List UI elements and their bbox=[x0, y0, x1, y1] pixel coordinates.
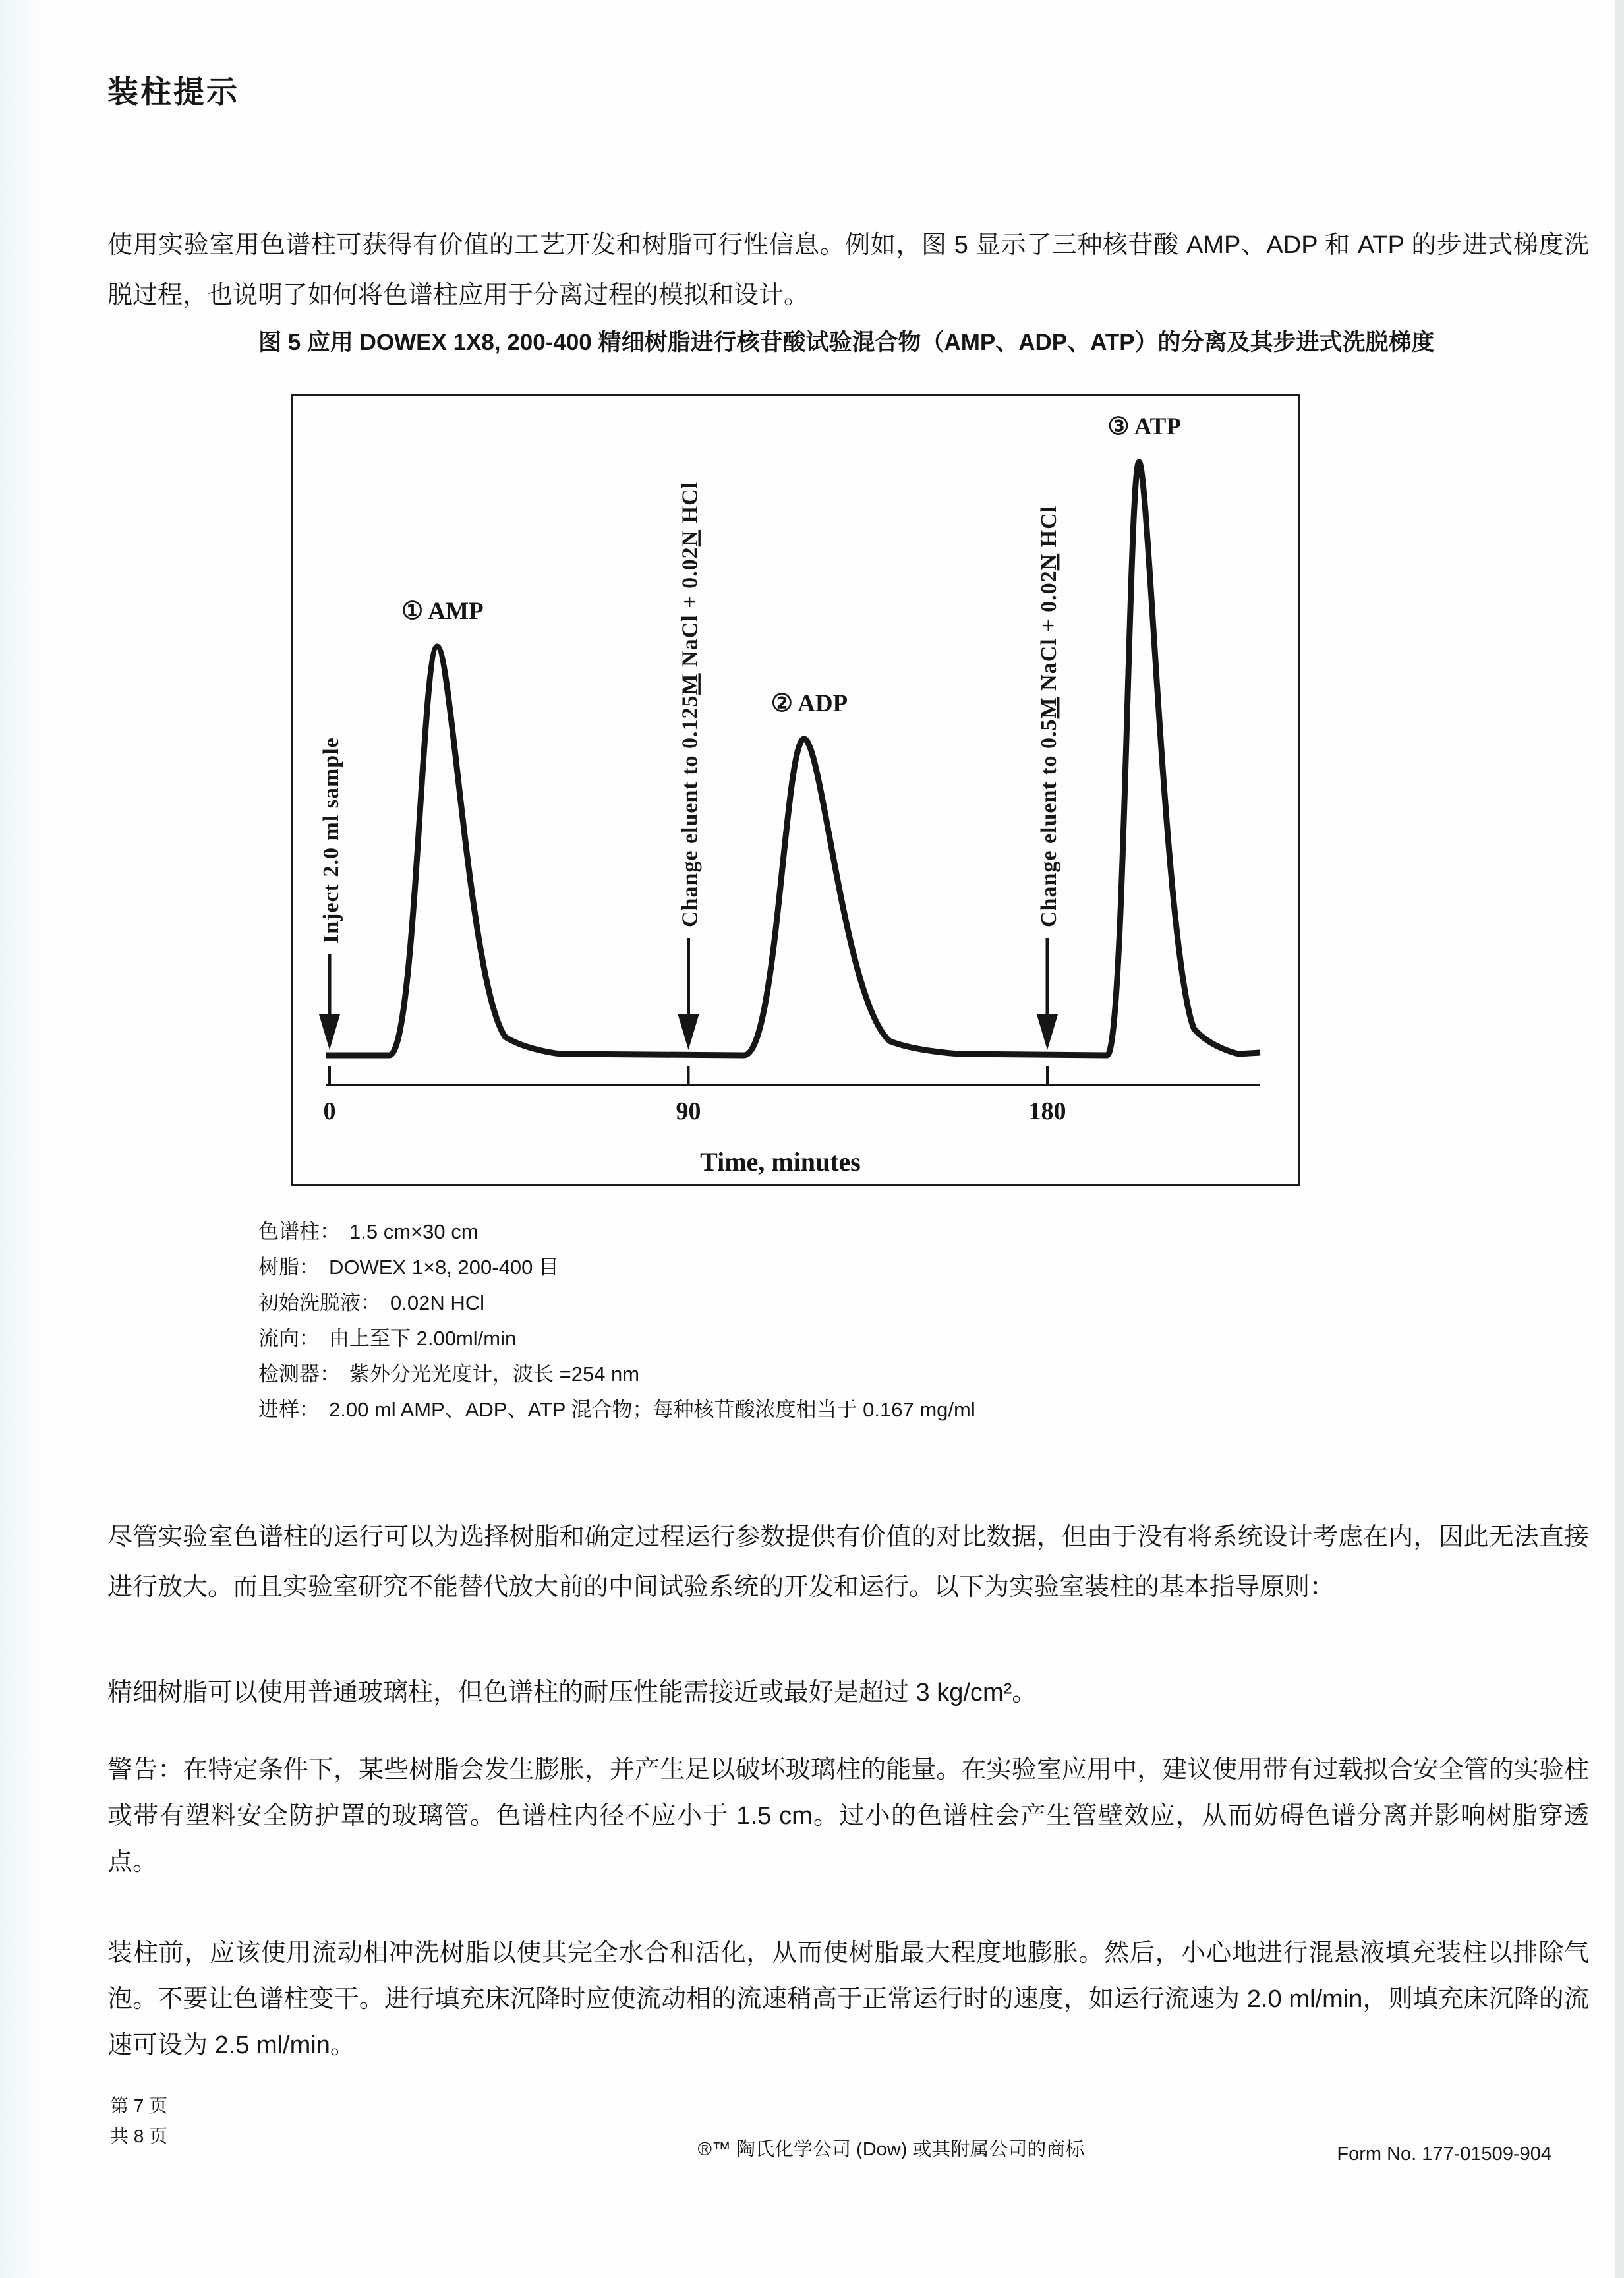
note-label: 流向： bbox=[258, 1327, 320, 1350]
note-row-column bbox=[258, 1214, 975, 1250]
chromatogram-figure bbox=[291, 394, 1300, 1186]
note-row-resin bbox=[258, 1250, 975, 1285]
chromatogram-curve bbox=[326, 462, 1260, 1055]
chromatogram-svg bbox=[293, 396, 1298, 1184]
note-row-initial-eluent bbox=[258, 1285, 975, 1321]
intro-paragraph: 使用实验室用色谱柱可获得有价值的工艺开发和树脂可行性信息。例如，图 5 显示了三种核苷酸 AMP、ADP 和 ATP 的步进式梯度洗脱过程，也说明了如何将色谱柱应用于分离过程的模拟和设计。 bbox=[107, 231, 1589, 309]
x-tick-label-90: 90 bbox=[676, 1097, 701, 1125]
body-paragraph-glass-column: 精细树脂可以使用普通玻璃柱，但色谱柱的耐压性能需接近或最好是超过 3 kg/cm²。 bbox=[107, 1679, 1037, 1707]
annotation-text-0: Inject 2.0 ml sample bbox=[319, 737, 343, 943]
note-label: 树脂： bbox=[258, 1256, 320, 1279]
footer-page-line1: 第 7 页 bbox=[110, 2095, 168, 2116]
scan-artifact-left bbox=[0, 0, 46, 2278]
footer-trademark: ®™ 陶氏化学公司 (Dow) 或其附属公司的商标 bbox=[697, 2139, 1085, 2160]
note-label: 初始洗脱液： bbox=[258, 1291, 381, 1314]
peak-label-AMP: ① AMP bbox=[401, 598, 484, 625]
note-value: 0.02N HCl bbox=[390, 1291, 484, 1314]
note-row-flow bbox=[258, 1321, 975, 1357]
footer-page-line2: 共 8 页 bbox=[110, 2126, 168, 2146]
footer-form-number: Form No. 177-01509-904 bbox=[1337, 2144, 1552, 2165]
annotation-arrow-head-1 bbox=[678, 1014, 699, 1050]
peak-label-ADP: ② ADP bbox=[770, 690, 848, 717]
note-label: 色谱柱： bbox=[258, 1220, 340, 1243]
note-label: 进样： bbox=[258, 1398, 320, 1421]
page-title: 装柱提示 bbox=[107, 74, 239, 110]
note-value: 紫外分光光度计，波长 =254 nm bbox=[349, 1362, 640, 1386]
x-axis-label: Time, minutes bbox=[700, 1147, 861, 1177]
note-label: 检测器： bbox=[258, 1362, 340, 1386]
x-tick-label-0: 0 bbox=[323, 1097, 336, 1125]
body-paragraph-packing: 装柱前，应该使用流动相冲洗树脂以使其完全水合和活化，从而使树脂最大程度地膨胀。然后，小心地进行混悬液填充装柱以排除气泡。不要让色谱柱变干。进行填充床沉降时应使流动相的流速稍高于正常运行时的速度，如运行流速为 2.0 ml/min，则填充床沉降的流速可设为 2.5 ml/min。 bbox=[107, 1939, 1589, 2059]
x-tick-label-180: 180 bbox=[1028, 1097, 1066, 1125]
annotation-text-1: Change eluent to 0.125M NaCl + 0.02N HCl bbox=[678, 481, 703, 927]
body-paragraph-warning: 警告：在特定条件下，某些树脂会发生膨胀，并产生足以破坏玻璃柱的能量。在实验室应用中，建议使用带有过载拟合安全管的实验柱或带有塑料安全防护罩的玻璃管。色谱柱内径不应小于 1.5 cm。过小的色谱柱会产生管壁效应，从而妨碍色谱分离并影响树脂穿透点。 bbox=[107, 1756, 1589, 1876]
annotation-arrow-head-2 bbox=[1037, 1014, 1058, 1050]
peak-label-ATP: ③ ATP bbox=[1107, 413, 1181, 440]
note-value: 2.00 ml AMP、ADP、ATP 混合物；每种核苷酸浓度相当于 0.167 mg/ml bbox=[329, 1398, 975, 1421]
note-row-detector bbox=[258, 1357, 975, 1392]
note-value: DOWEX 1×8, 200-400 目 bbox=[329, 1256, 559, 1279]
note-value: 由上至下 2.00ml/min bbox=[329, 1327, 517, 1350]
body-paragraph-scaleup: 尽管实验室色谱柱的运行可以为选择树脂和确定过程运行参数提供有价值的对比数据，但由于没有将系统设计考虑在内，因此无法直接进行放大。而且实验室研究不能替代放大前的中间试验系统的开发和运行。以下为实验室装柱的基本指导原则： bbox=[107, 1523, 1589, 1601]
note-value: 1.5 cm×30 cm bbox=[349, 1220, 478, 1243]
figure-caption: 图 5 应用 DOWEX 1X8, 200-400 精细树脂进行核苷酸试验混合物（AMP、ADP、ATP）的分离及其步进式洗脱梯度 bbox=[258, 330, 1435, 355]
note-row-sample bbox=[258, 1392, 975, 1428]
figure-notes bbox=[258, 1214, 975, 1428]
annotation-text-2: Change eluent to 0.5M NaCl + 0.02N HCl bbox=[1037, 505, 1061, 927]
annotation-arrow-head-0 bbox=[319, 1014, 340, 1050]
scan-artifact-right bbox=[1615, 0, 1624, 2278]
